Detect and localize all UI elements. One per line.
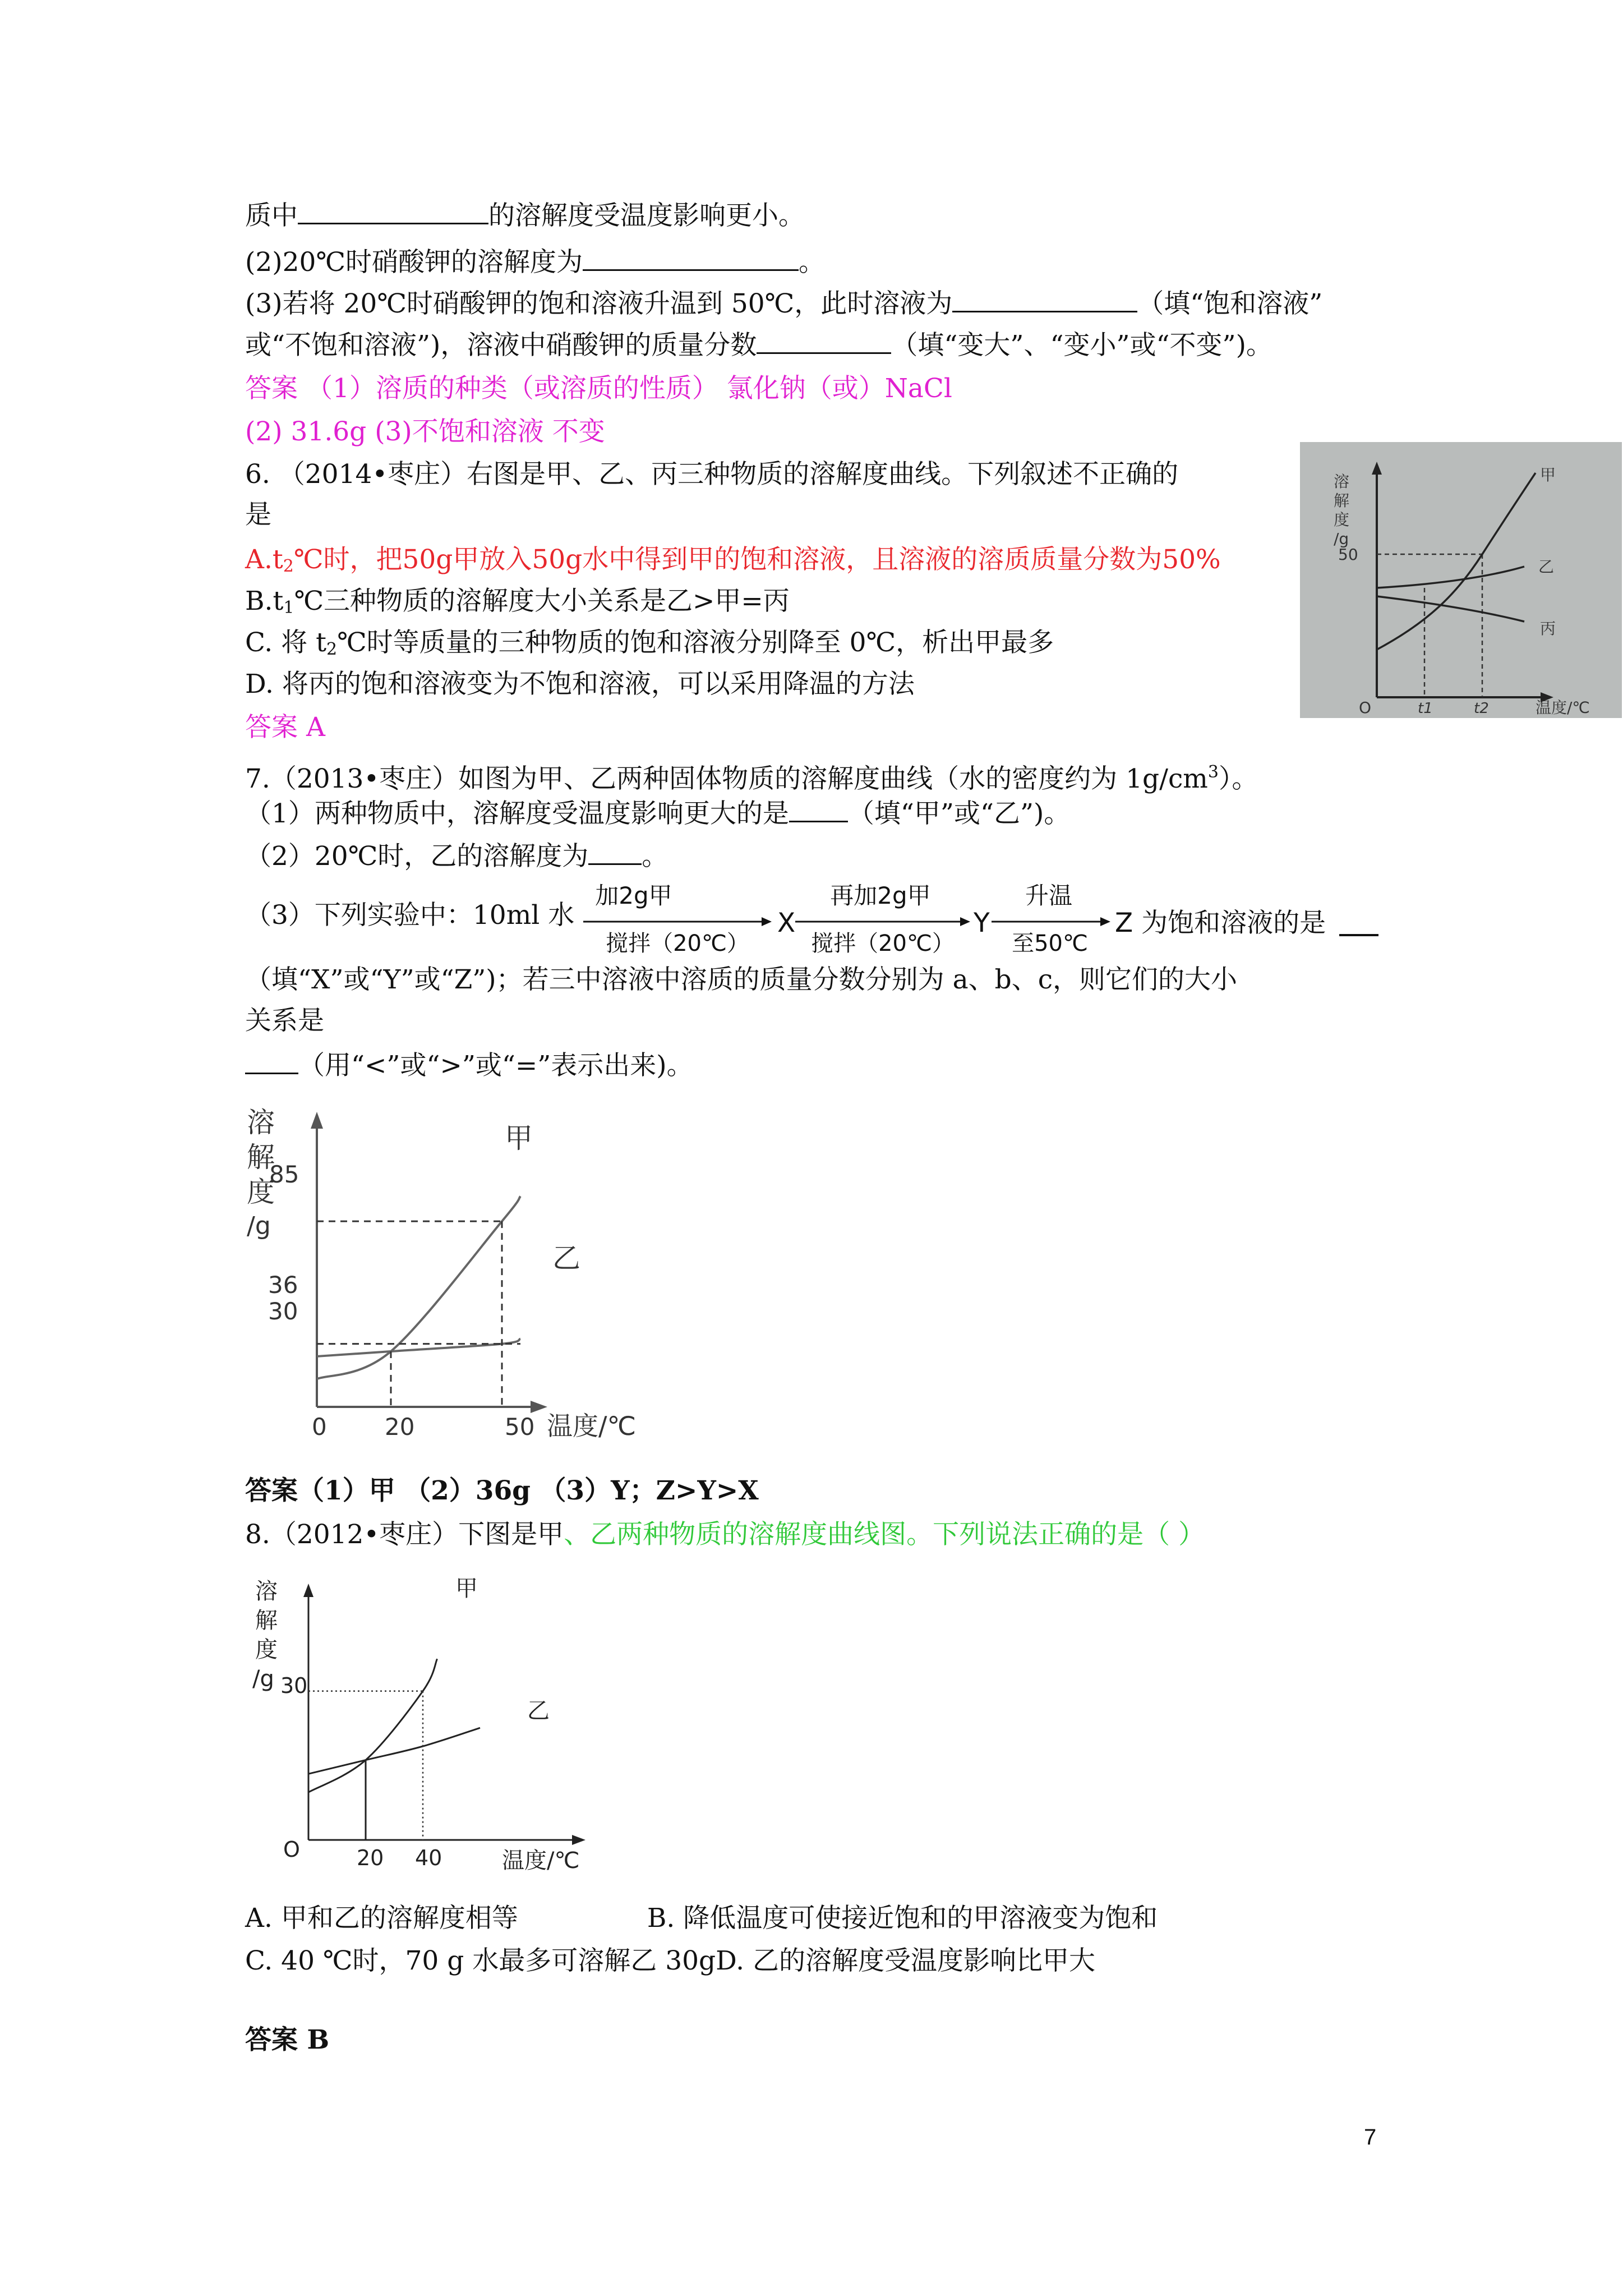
product-y: Y xyxy=(974,908,990,938)
q6-option-d: D. 将丙的饱和溶液变为不饱和溶液，可以采用降温的方法 xyxy=(245,669,915,700)
text: 8.（2012•枣庄）下图是甲 xyxy=(245,1519,564,1550)
text: ）。 xyxy=(1218,763,1258,794)
q6-stem: 6. （2014•枣庄）右图是甲、乙、丙三种物质的溶解度曲线。下列叙述不正确的 xyxy=(245,459,1179,490)
q5-line3 xyxy=(245,287,1322,321)
text: ℃三种物质的溶解度大小关系是乙>甲=丙 xyxy=(294,586,790,616)
x-axis-arrow xyxy=(572,1835,585,1845)
q6-option-c xyxy=(245,626,1054,666)
q8-options-row2: C. 40 ℃时，70 g 水最多可溶解乙 30gD. 乙的溶解度受温度影响比甲大 xyxy=(245,1945,1095,1976)
arrow2-head xyxy=(960,917,970,926)
curve-yi xyxy=(317,1339,520,1356)
y-axis-label: 溶解度/g xyxy=(1334,472,1350,548)
text: A.t xyxy=(245,544,283,575)
arrow1-head xyxy=(762,917,772,926)
q5-line4 xyxy=(245,329,1272,362)
product-x: X xyxy=(777,908,796,938)
x-axis-label: 温度/℃ xyxy=(547,1411,637,1441)
q6-stem-cont: 是 xyxy=(245,499,271,530)
x-tick-20: 20 xyxy=(385,1413,415,1441)
q7-stem xyxy=(245,756,1258,796)
text: （用“<”或“>”或“=”表示出来)。 xyxy=(298,1050,693,1081)
text: （填“变大”、“变小”或“不变”)。 xyxy=(891,330,1272,361)
q5-line2 xyxy=(245,246,825,279)
option-a: A. 甲和乙的溶解度相等 xyxy=(245,1903,518,1934)
q7-part3-cont: （填“X”或“Y”或“Z”)；若三中溶液中溶质的质量分数分别为 a、b、c，则它们的大小 xyxy=(245,964,1238,995)
q7-part2 xyxy=(245,840,668,873)
arrow2-bottom-label: 搅拌（20℃） xyxy=(811,931,955,956)
answer-blank[interactable] xyxy=(245,1069,298,1074)
superscript: 3 xyxy=(1207,762,1219,782)
subscript: 2 xyxy=(326,639,338,659)
answer-blank[interactable] xyxy=(952,307,1137,312)
arrow1-top-label: 加2g甲 xyxy=(595,882,672,909)
arrow1-bottom-label: 搅拌（20℃） xyxy=(606,931,749,956)
series-label-jia: 甲 xyxy=(1540,466,1556,484)
subscript: 1 xyxy=(283,598,294,618)
text: 。 xyxy=(642,841,668,872)
q7-part3-start: （3）下列实验中：10ml 水 xyxy=(245,900,575,931)
q8-options-row1 xyxy=(245,1902,1158,1935)
q7-part3-cont2: 关系是 xyxy=(245,1005,324,1036)
x-tick-50: 50 xyxy=(505,1413,535,1441)
curve-jia xyxy=(308,1659,437,1792)
series-label-yi: 乙 xyxy=(1538,558,1555,576)
q6-option-a xyxy=(245,543,1221,583)
text: （1）两种物质中，溶解度受温度影响更大的是 xyxy=(245,798,789,829)
q6-answer: 答案 A xyxy=(245,712,325,743)
text: B.t xyxy=(245,586,284,616)
y-axis-label: 溶解度/g xyxy=(247,1106,275,1240)
x-tick-20: 20 xyxy=(357,1846,384,1870)
y-tick-30: 30 xyxy=(280,1673,308,1698)
x-axis-arrow xyxy=(531,1401,547,1413)
series-label-yi: 乙 xyxy=(552,1242,580,1274)
x-tick-t2: t2 xyxy=(1474,700,1489,717)
page-number: 7 xyxy=(1364,2125,1377,2150)
text: （2）20℃时，乙的溶解度为 xyxy=(245,841,589,872)
series-label-bing: 丙 xyxy=(1540,619,1556,638)
x-axis-label: 温度/℃ xyxy=(1536,698,1590,717)
x-tick-0: 0 xyxy=(312,1413,327,1441)
y-tick-36: 36 xyxy=(268,1271,298,1299)
q6-solubility-chart xyxy=(1300,442,1622,718)
origin-label: O xyxy=(1359,698,1372,717)
text: 。 xyxy=(798,247,825,278)
origin-label: O xyxy=(283,1837,300,1862)
q7-answer: 答案（1）甲 （2）36g （3）Y；Z>Y>X xyxy=(245,1475,759,1506)
text: 或“不饱和溶液”)，溶液中硝酸钾的质量分数 xyxy=(245,330,757,361)
y-tick-30: 30 xyxy=(268,1297,298,1325)
q6-option-b xyxy=(245,585,790,625)
text: ℃时，把50g甲放入50g水中得到甲的饱和溶液，且溶液的溶质质量分数为50% xyxy=(293,544,1221,575)
subscript: 2 xyxy=(283,556,294,576)
arrow3-top-label: 升温 xyxy=(1025,882,1073,909)
curve-yi xyxy=(308,1728,480,1774)
answer-blank[interactable] xyxy=(588,860,642,865)
q8-answer: 答案 B xyxy=(245,2024,330,2055)
answer-blank[interactable] xyxy=(583,266,799,271)
answer-blank[interactable] xyxy=(757,349,891,354)
series-label-jia: 甲 xyxy=(505,1122,533,1154)
arrow2-top-label: 再加2g甲 xyxy=(830,882,931,909)
series-label-yi: 乙 xyxy=(527,1698,550,1724)
text: 质中 xyxy=(245,200,298,231)
q8-solubility-chart xyxy=(247,1573,628,1876)
text: 7.（2013•枣庄）如图为甲、乙两种固体物质的溶解度曲线（水的密度约为 1g/cm xyxy=(245,763,1208,794)
curve-jia xyxy=(317,1197,520,1379)
text: C. 将 t xyxy=(245,627,326,658)
text: ℃时等质量的三种物质的饱和溶液分别降至 0℃，析出甲最多 xyxy=(337,627,1054,658)
y-axis-arrow xyxy=(303,1584,313,1597)
arrow3-bottom-label: 至50℃ xyxy=(1012,931,1088,956)
y-axis-arrow xyxy=(311,1112,323,1129)
text: （填“甲”或“乙”)。 xyxy=(847,798,1071,829)
option-b: B. 降低温度可使接近饱和的甲溶液变为饱和 xyxy=(647,1903,1158,1934)
x-axis-label: 温度/℃ xyxy=(502,1848,580,1874)
q7-part1 xyxy=(245,797,1070,831)
arrow3-head xyxy=(1100,917,1110,926)
q7-solubility-chart xyxy=(241,1099,656,1441)
q7-process-arrows xyxy=(583,878,1391,962)
answer-blank[interactable] xyxy=(298,219,488,224)
y-tick-50: 50 xyxy=(1338,545,1358,564)
text: (2)20℃时硝酸钾的溶解度为 xyxy=(245,247,583,278)
q5-answer-line2: (2) 31.6g (3)不饱和溶液 不变 xyxy=(245,416,605,447)
q5-line1 xyxy=(245,199,805,233)
q7-part3-cont3 xyxy=(245,1049,693,1083)
text: （填“饱和溶液” xyxy=(1137,288,1323,319)
q8-stem xyxy=(245,1518,1205,1552)
text: 的溶解度受温度影响更小。 xyxy=(488,200,805,231)
x-tick-t1: t1 xyxy=(1418,700,1433,717)
x-tick-40: 40 xyxy=(415,1846,442,1870)
answer-blank[interactable] xyxy=(789,817,848,822)
y-axis-label: 溶解度/g xyxy=(252,1579,278,1692)
y-tick-85: 85 xyxy=(269,1161,299,1188)
text: (3)若将 20℃时硝酸钾的饱和溶液升温到 50℃，此时溶液为 xyxy=(245,288,953,319)
text: 、乙两种物质的溶解度曲线图。下列说法正确的是（ ） xyxy=(564,1519,1205,1550)
q5-answer-line1: 答案 （1）溶质的种类（或溶质的性质） 氯化钠（或）NaCl xyxy=(245,373,952,404)
part3-end: Z 为饱和溶液的是 xyxy=(1115,908,1326,938)
series-label-jia: 甲 xyxy=(455,1576,478,1602)
